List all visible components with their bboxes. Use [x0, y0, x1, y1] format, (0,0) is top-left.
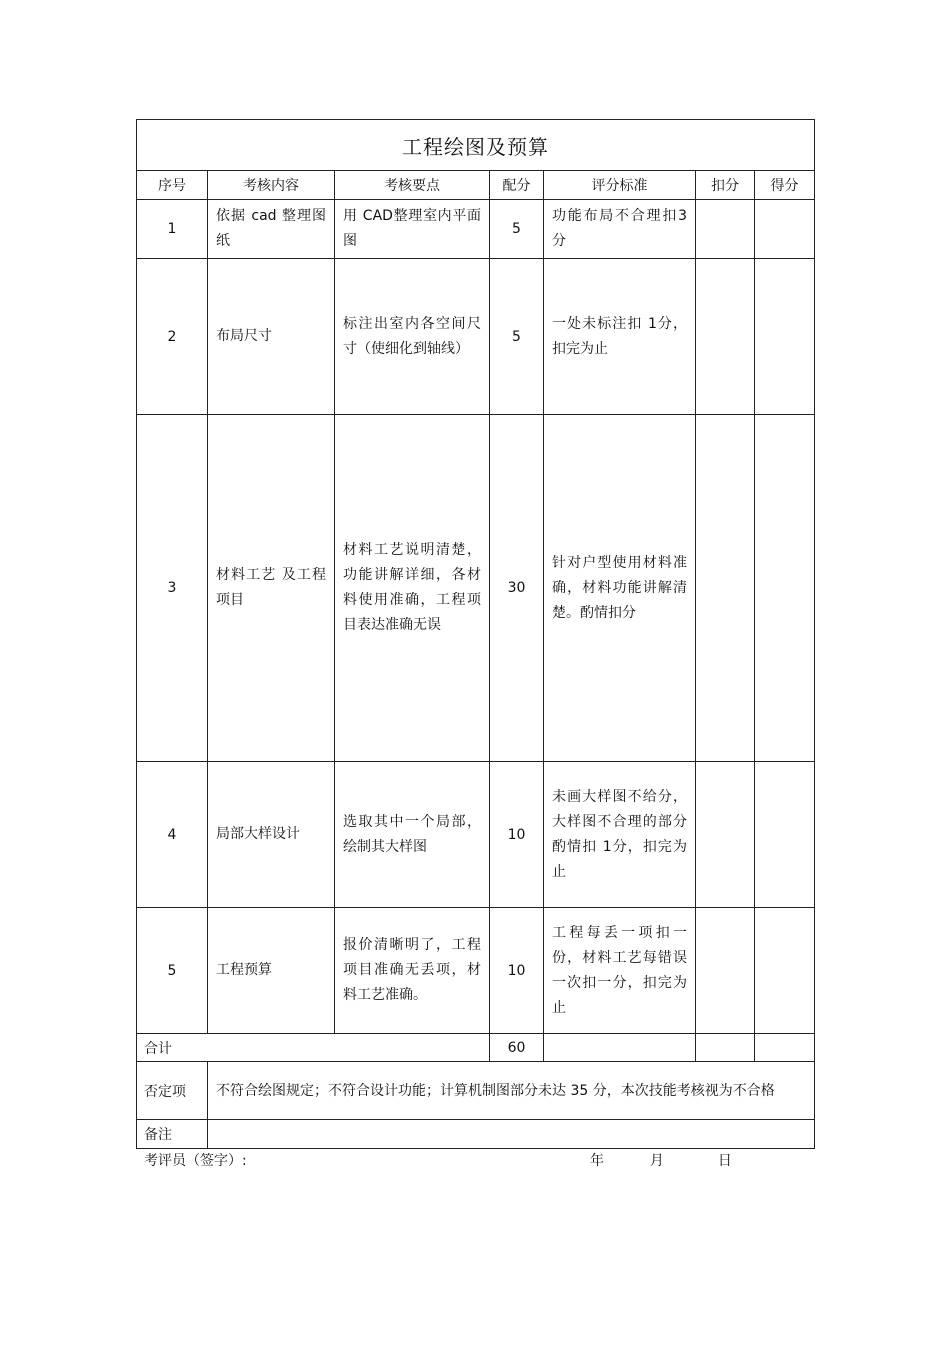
date-day: 日	[717, 1153, 732, 1169]
row-no: 5	[137, 908, 208, 1034]
header-deduct: 扣分	[696, 171, 755, 200]
assessment-table	[136, 119, 815, 1149]
row-get[interactable]	[755, 908, 815, 1034]
sign-date	[590, 1150, 732, 1170]
row-score: 30	[490, 415, 544, 762]
total-row	[137, 1034, 815, 1062]
veto-label: 否定项	[137, 1062, 208, 1120]
table-title: 工程绘图及预算	[137, 120, 815, 171]
total-label: 合计	[137, 1034, 490, 1062]
row-no: 1	[137, 200, 208, 259]
row-content: 材料工艺 及工程项目	[208, 415, 335, 762]
row-get[interactable]	[755, 415, 815, 762]
header-score: 配分	[490, 171, 544, 200]
total-get-cell[interactable]	[755, 1034, 815, 1062]
row-points: 材料工艺说明清楚，功能讲解详细，各材料使用准确，工程项目表达准确无误	[335, 415, 490, 762]
remarks-row	[137, 1120, 815, 1149]
remarks-field[interactable]	[208, 1120, 815, 1149]
header-criteria: 评分标准	[544, 171, 696, 200]
veto-text: 不符合绘图规定；不符合设计功能；计算机制图部分未达 35 分，本次技能考核视为不合格	[208, 1062, 815, 1120]
row-content: 布局尺寸	[208, 259, 335, 415]
total-deduct-cell[interactable]	[696, 1034, 755, 1062]
table-row	[137, 259, 815, 415]
row-no: 4	[137, 762, 208, 908]
row-deduct[interactable]	[696, 200, 755, 259]
row-criteria: 针对户型使用材料准确，材料功能讲解清楚。酌情扣分	[544, 415, 696, 762]
header-points: 考核要点	[335, 171, 490, 200]
row-score: 5	[490, 259, 544, 415]
table-row	[137, 762, 815, 908]
row-content: 依据 cad 整理图纸	[208, 200, 335, 259]
assessment-sheet	[136, 119, 814, 1149]
row-criteria: 功能布局不合理扣3 分	[544, 200, 696, 259]
row-points: 标注出室内各空间尺寸（使细化到轴线）	[335, 259, 490, 415]
table-row	[137, 200, 815, 259]
table-row	[137, 415, 815, 762]
table-row	[137, 908, 815, 1034]
row-get[interactable]	[755, 259, 815, 415]
row-criteria: 工程每丢一项扣一份，材料工艺每错误一次扣一分，扣完为止	[544, 908, 696, 1034]
veto-row	[137, 1062, 815, 1120]
row-points: 选取其中一个局部，绘制其大样图	[335, 762, 490, 908]
date-year: 年	[590, 1153, 604, 1169]
examiner-signature-label: 考评员（签字）:	[144, 1153, 247, 1169]
row-score: 5	[490, 200, 544, 259]
row-deduct[interactable]	[696, 259, 755, 415]
row-get[interactable]	[755, 200, 815, 259]
row-content: 局部大样设计	[208, 762, 335, 908]
total-score: 60	[490, 1034, 544, 1062]
header-get: 得分	[755, 171, 815, 200]
row-no: 2	[137, 259, 208, 415]
row-get[interactable]	[755, 762, 815, 908]
header-row	[137, 171, 815, 200]
row-deduct[interactable]	[696, 908, 755, 1034]
row-criteria: 未画大样图不给分，大样图不合理的部分酌情扣 1分，扣完为止	[544, 762, 696, 908]
row-deduct[interactable]	[696, 415, 755, 762]
row-points: 报价清晰明了，工程项目准确无丢项，材料工艺准确。	[335, 908, 490, 1034]
row-no: 3	[137, 415, 208, 762]
row-score: 10	[490, 908, 544, 1034]
total-criteria-cell	[544, 1034, 696, 1062]
header-content: 考核内容	[208, 171, 335, 200]
row-criteria: 一处未标注扣 1分，扣完为止	[544, 259, 696, 415]
row-content: 工程预算	[208, 908, 335, 1034]
row-points: 用 CAD整理室内平面图	[335, 200, 490, 259]
row-deduct[interactable]	[696, 762, 755, 908]
row-score: 10	[490, 762, 544, 908]
date-month: 月	[649, 1153, 664, 1169]
header-no: 序号	[137, 171, 208, 200]
remarks-label: 备注	[137, 1120, 208, 1149]
